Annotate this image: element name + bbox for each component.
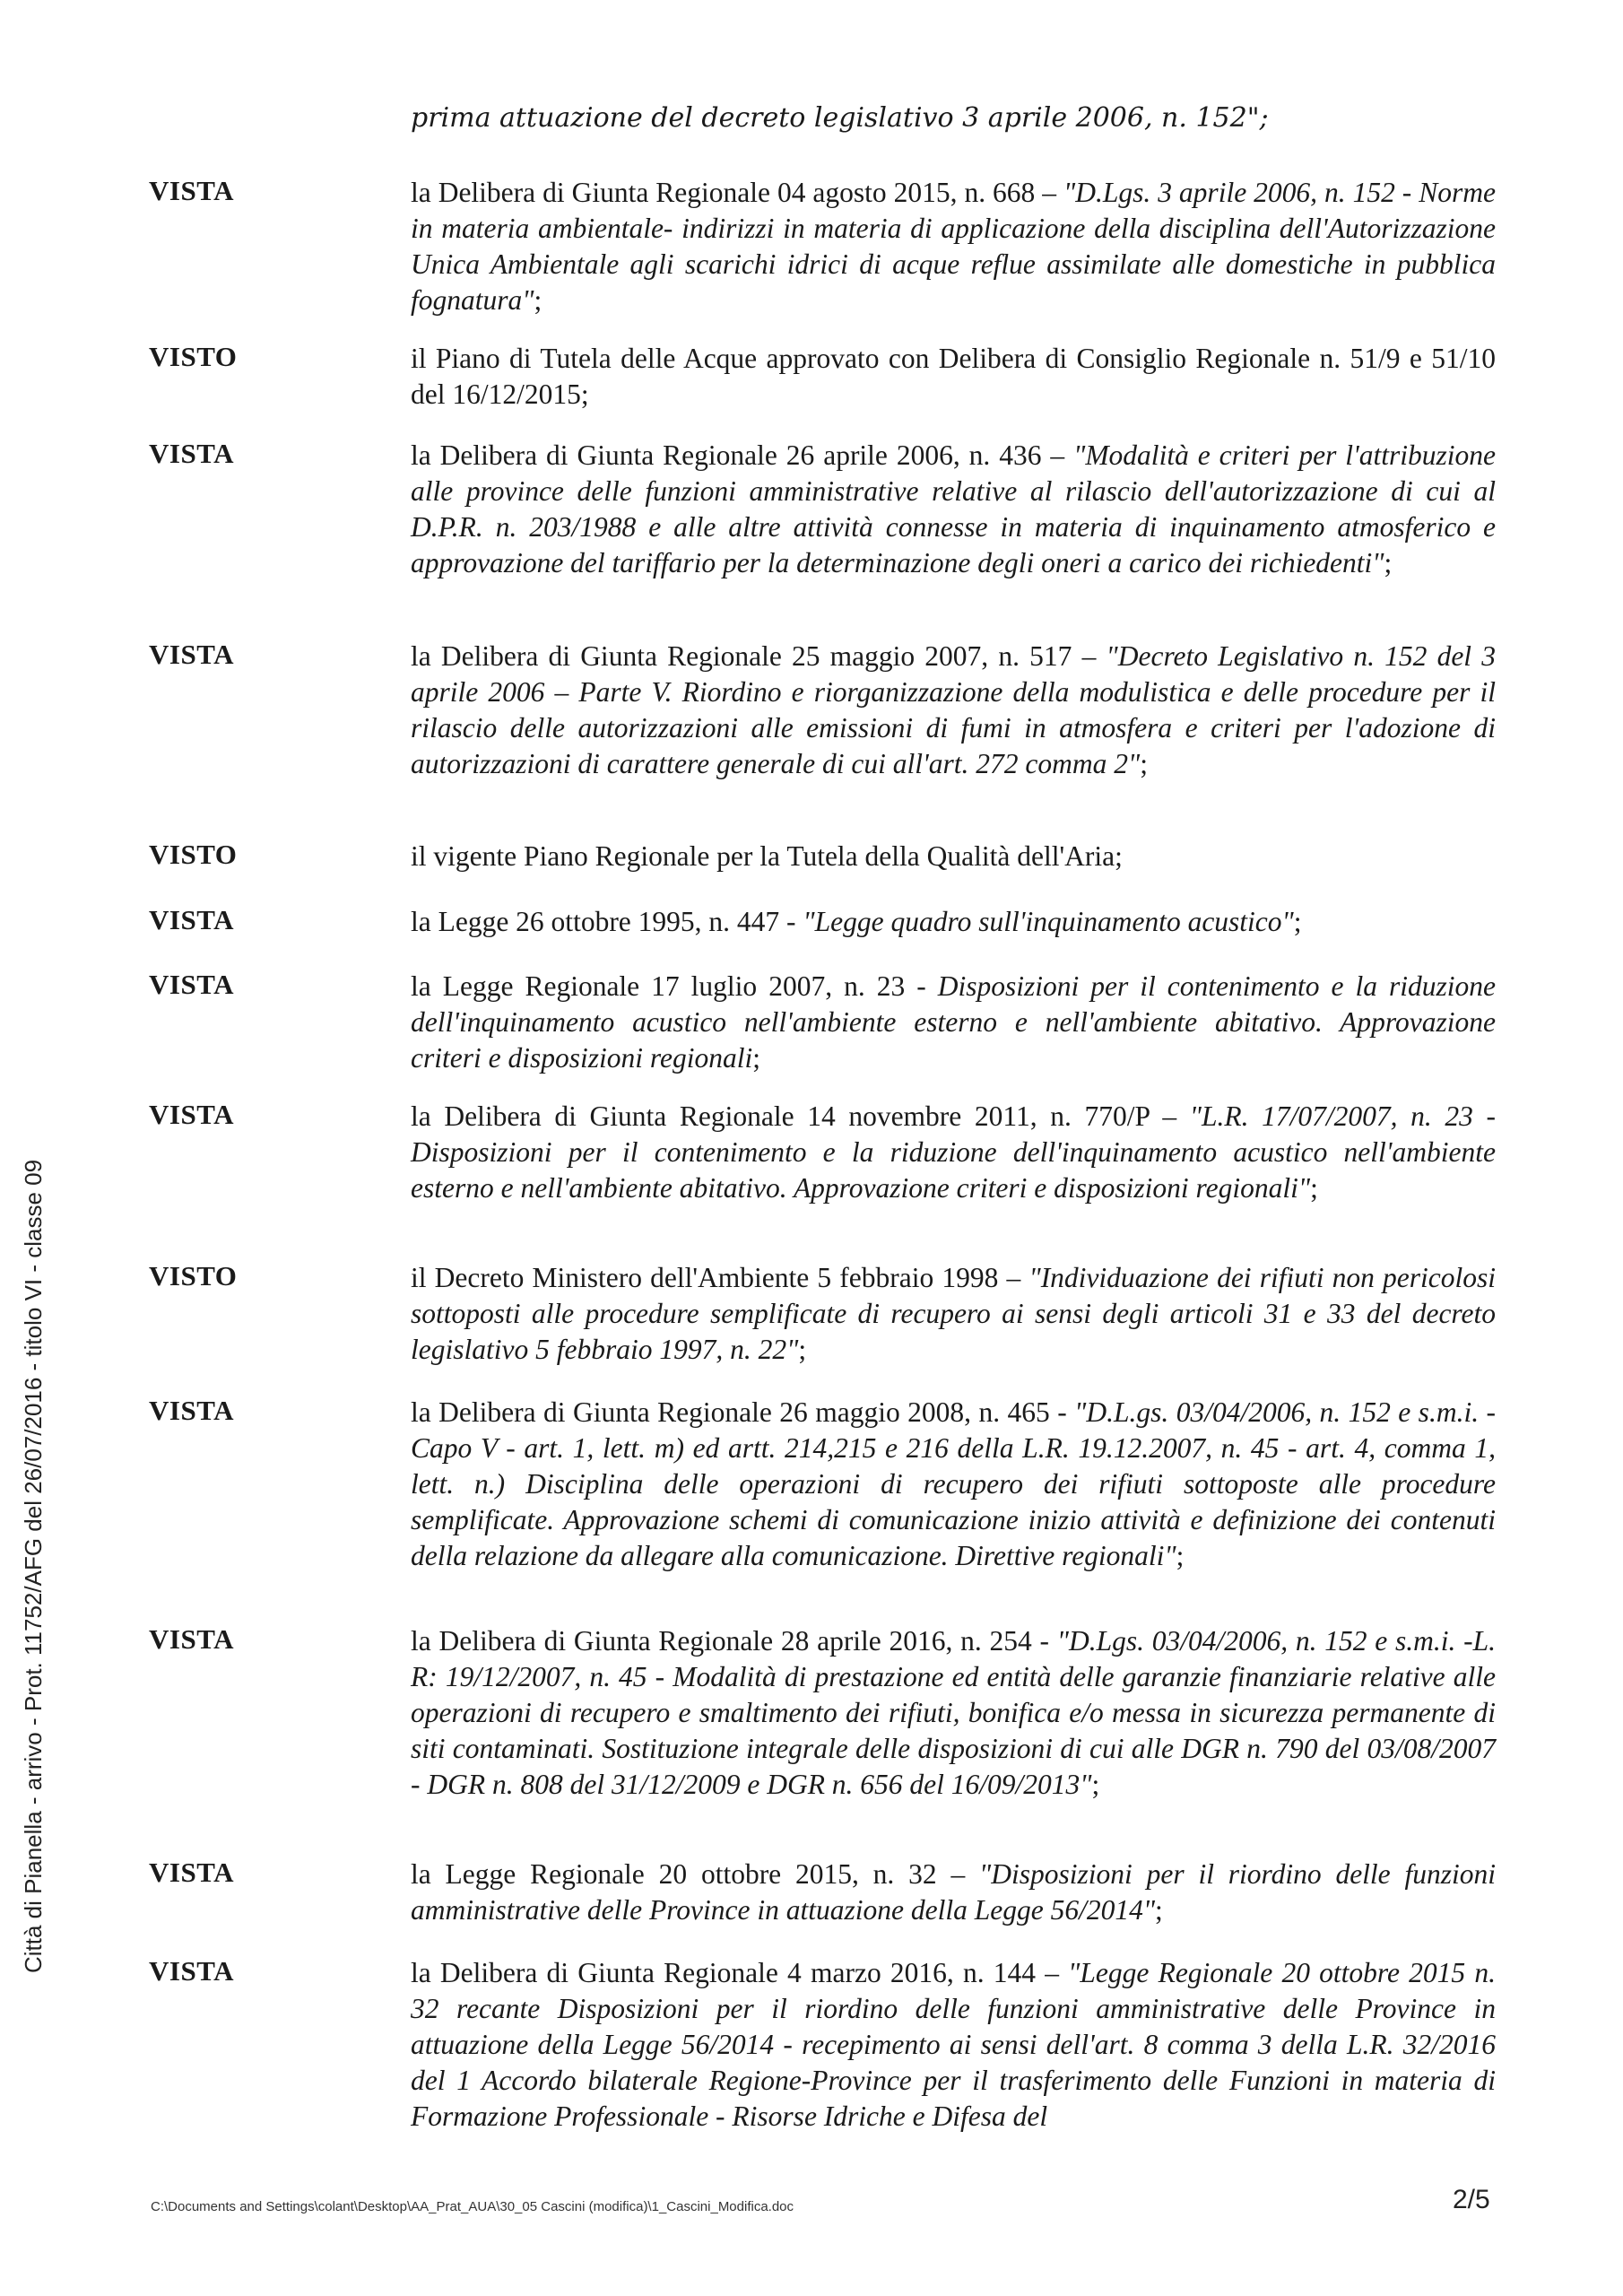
entry-keyword: VISTO [149, 1260, 238, 1292]
entry-text: la Delibera di Giunta Regionale 04 agosto 2015, n. 668 – "D.Lgs. 3 aprile 2006, n. 152 - Norme in materia ambientale- indirizzi in materia di applicazione della disciplina dell'Autorizzazione Unica Ambientale agli scarichi idrici di acque reflue assimilate alle domestiche in pubblica fognatura"; [411, 177, 1497, 316]
entry-text: la Legge Regionale 20 ottobre 2015, n. 32 – "Disposizioni per il riordino delle funzioni amministrative delle Province in attuazione della Legge 56/2014"; [411, 1858, 1496, 1926]
entry-keyword: VISTA [149, 1955, 234, 1987]
entry-keyword: VISTA [149, 438, 234, 469]
entry-keyword: VISTA [149, 1623, 234, 1655]
entry-text: la Delibera di Giunta Regionale 14 novembre 2011, n. 770/P – "L.R. 17/07/2007, n. 23 - Disposizioni per il contenimento e la riduzione dell'inquinamento acustico nell'ambiente esterno e nell'ambiente abitativo. Approvazione criteri e disposizioni regionali"; [411, 1100, 1496, 1204]
entry-keyword: VISTA [149, 1857, 234, 1888]
entry-text: la Delibera di Giunta Regionale 25 maggio 2007, n. 517 – "Decreto Legislativo n. 152 del 3 aprile 2006 – Parte V. Riordino e riorganizzazione della modulistica e delle procedure per il rilascio delle autorizzazioni alle emissioni di fumi in atmosfera e criteri per l'adozione di autorizzazioni di carattere generale di cui all'art. 272 comma 2"; [411, 640, 1496, 779]
entry-text: la Delibera di Giunta Regionale 4 marzo 2016, n. 144 – "Legge Regionale 20 ottobre 2015 n. 32 recante Disposizioni per il riordino delle funzioni amministrative delle Province in attuazione della Legge 56/2014 - recepimento ai sensi dell'art. 8 comma 3 della L.R. 32/2016 del 1 Accordo bilaterale Regione-Province per il trasferimento delle Funzioni in materia di Formazione Professionale - Risorse Idriche e Difesa del [411, 1957, 1496, 2132]
entry-keyword: VISTO [149, 839, 238, 870]
entry-keyword: VISTA [149, 175, 234, 206]
entry-keyword: VISTA [149, 969, 234, 1000]
entry-keyword: VISTO [149, 341, 238, 372]
entry-text: la Legge Regionale 17 luglio 2007, n. 23 - Disposizioni per il contenimento e la riduzione dell'inquinamento acustico nell'ambiente esterno e nell'ambiente abitativo. Approvazione criteri e disposizioni regionali; [411, 970, 1496, 1074]
entry-keyword: VISTA [149, 1099, 234, 1130]
entry-keyword: VISTA [149, 1395, 234, 1426]
page-number: 2/5 [1453, 2185, 1490, 2214]
entry-text: il Piano di Tutela delle Acque approvato con Delibera di Consiglio Regionale n. 51/9 e 51/10 del 16/12/2015; [411, 343, 1496, 410]
entry-text: la Delibera di Giunta Regionale 26 maggio 2008, n. 465 - "D.L.gs. 03/04/2006, n. 152 e s.m.i. - Capo V - art. 1, lett. m) ed artt. 214,215 e 216 della L.R. 19.12.2007, n. 45 - art. 4, comma 1, lett. n.) Disciplina delle operazioni di recupero dei rifiuti sottoposte alle procedure semplificate. Approvazione schemi di comunicazione inizio attività e definizione dei contenuti della relazione da allegare alla comunicazione. Direttive regionali"; [411, 1396, 1496, 1571]
entry-text: il Decreto Ministero dell'Ambiente 5 febbraio 1998 – "Individuazione dei rifiuti non pericolosi sottoposti alle procedure semplificate di recupero ai sensi degli articoli 31 e 33 del decreto legislativo 5 febbraio 1997, n. 22"; [411, 1262, 1497, 1365]
entry-text: il vigente Piano Regionale per la Tutela della Qualità dell'Aria; [411, 840, 1123, 872]
entry-text: la Delibera di Giunta Regionale 28 aprile 2016, n. 254 - "D.Lgs. 03/04/2006, n. 152 e s.m.i. -L. R: 19/12/2007, n. 45 - Modalità di prestazione ed entità delle garanzie finanziarie relative alle operazioni di recupero e smaltimento dei rifiuti, bonifica e/o messa in sicurezza permanente di siti contaminati. Sostituzione integrale delle disposizioni di cui alle DGR n. 790 del 03/08/2007 - DGR n. 808 del 31/12/2009 e DGR n. 656 del 16/09/2013"; [411, 1625, 1496, 1800]
entry-keyword: VISTA [149, 904, 234, 935]
entry-keyword: VISTA [149, 639, 234, 670]
footer-file-path: C:\Documents and Settings\colant\Desktop\AA_Prat_AUA\30_05 Cascini (modifica)\1_Cascini_Modifica.doc [151, 2199, 794, 2214]
protocol-stamp: Città di Pianella - arrivo - Prot. 11752/AFG del 26/07/2016 - titolo VI - classe 09 [20, 1159, 47, 1973]
entry-text: la Legge 26 ottobre 1995, n. 447 - "Legge quadro sull'inquinamento acustico"; [411, 906, 1302, 937]
lead-text: prima attuazione del decreto legislativo 3 aprile 2006, n. 152"; [411, 102, 1269, 134]
entry-text: la Delibera di Giunta Regionale 26 aprile 2006, n. 436 – "Modalità e criteri per l'attribuzione alle province delle funzioni amministrative relative al rilascio dell'autorizzazione di cui al D.P.R. n. 203/1988 e alle altre attività connesse in materia di inquinamento atmosferico e approvazione del tariffario per la determinazione degli oneri a carico dei richiedenti"; [411, 439, 1496, 578]
